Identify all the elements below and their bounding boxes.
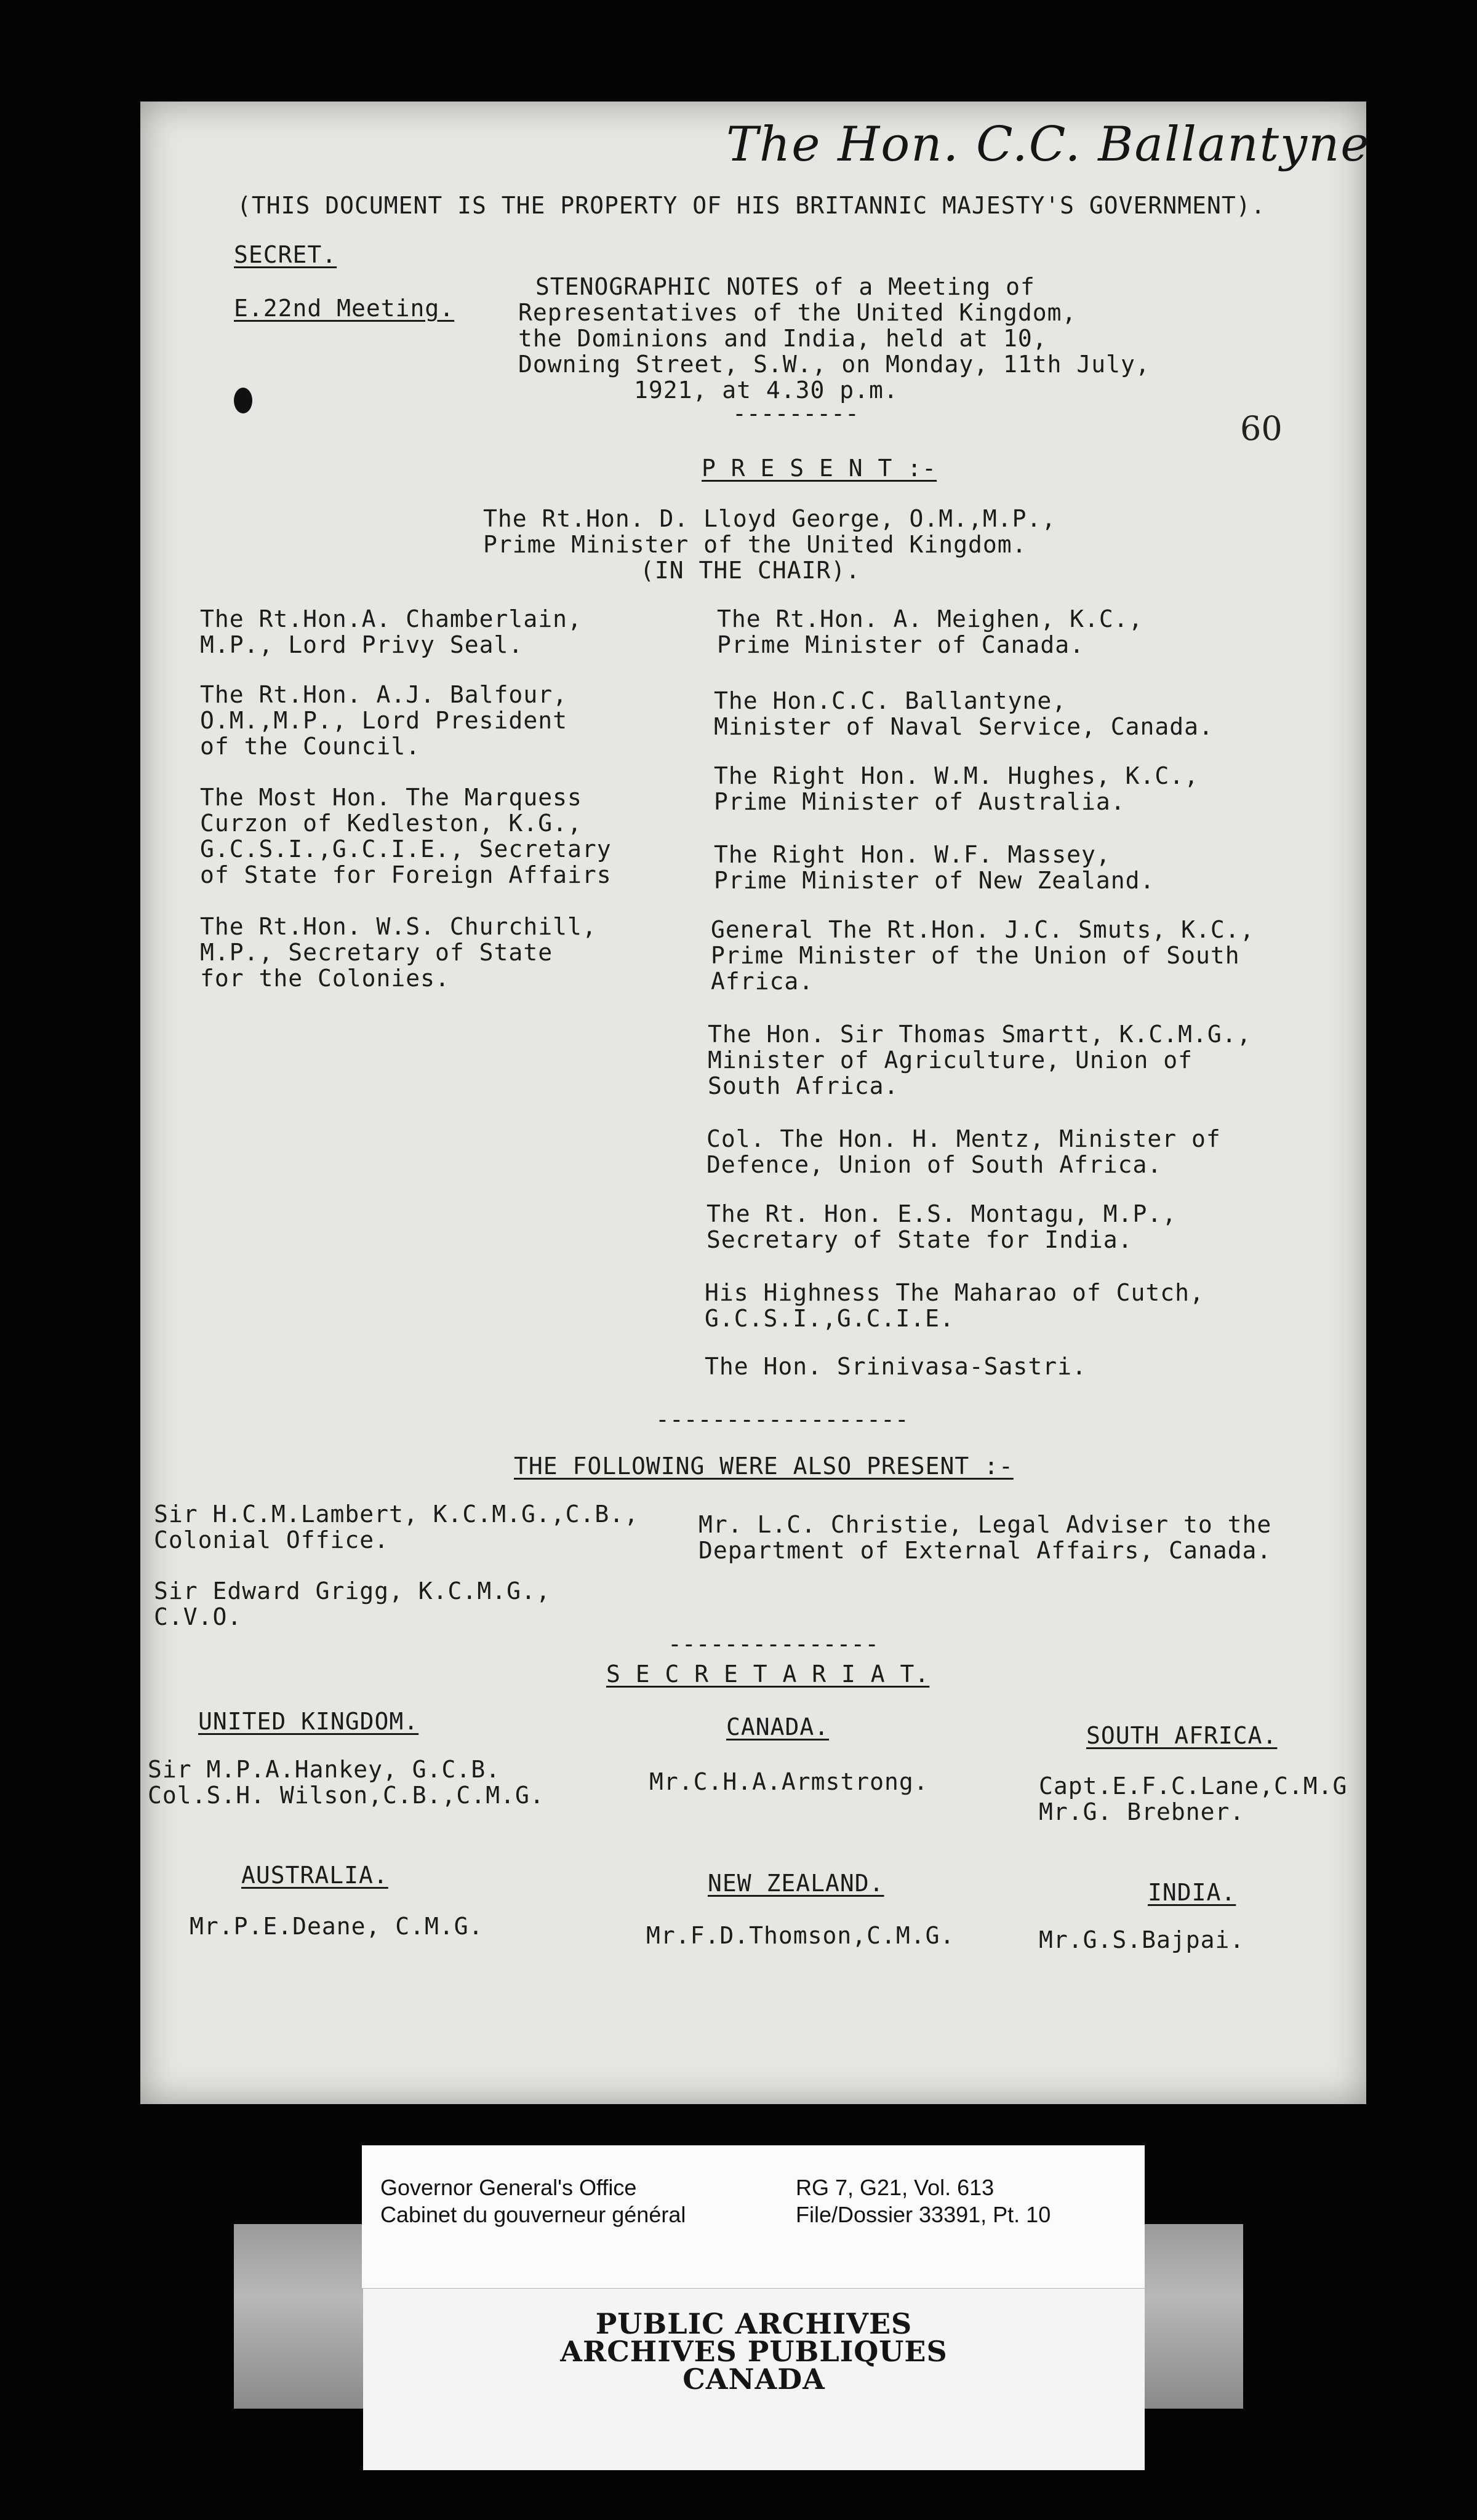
present-right-1b: Prime Minister of Canada.: [717, 631, 1084, 658]
present-right-1a: The Rt.Hon. A. Meighen, K.C.,: [717, 605, 1143, 632]
present-left-3c: G.C.S.I.,G.C.I.E., Secretary: [200, 835, 612, 863]
present-heading: P R E S E N T :-: [702, 455, 937, 482]
archive-stamp-line-3: CANADA: [682, 2362, 825, 2396]
title-line-1: STENOGRAPHIC NOTES of a Meeting of: [535, 273, 1035, 300]
south-africa-name-1: Capt.E.F.C.Lane,C.M.G: [1039, 1772, 1348, 1800]
uk-name-1: Sir M.P.A.Hankey, G.C.B.: [148, 1756, 501, 1783]
present-right-5a: General The Rt.Hon. J.C. Smuts, K.C.,: [711, 916, 1255, 943]
present-right-6c: South Africa.: [708, 1072, 899, 1099]
chair-line-1: The Rt.Hon. D. Lloyd George, O.M.,M.P.,: [483, 505, 1057, 532]
present-left-1b: M.P., Lord Privy Seal.: [200, 631, 524, 658]
uk-name-2: Col.S.H. Wilson,C.B.,C.M.G.: [148, 1782, 545, 1809]
present-right-5b: Prime Minister of the Union of South: [711, 942, 1240, 969]
present-right-2b: Minister of Naval Service, Canada.: [714, 713, 1214, 740]
title-line-2: Representatives of the United Kingdom,: [518, 299, 1077, 326]
present-right-4b: Prime Minister of New Zealand.: [714, 867, 1155, 894]
present-right-3b: Prime Minister of Australia.: [714, 788, 1126, 815]
present-left-2c: of the Council.: [200, 733, 421, 760]
present-right-3a: The Right Hon. W.M. Hughes, K.C.,: [714, 762, 1199, 789]
present-right-4a: The Right Hon. W.F. Massey,: [714, 841, 1111, 868]
canada-label: CANADA.: [726, 1713, 830, 1740]
present-left-4c: for the Colonies.: [200, 965, 450, 992]
also-left-1b: Colonial Office.: [154, 1526, 390, 1553]
page-number: 60: [1240, 409, 1283, 448]
also-right-1b: Department of External Affairs, Canada.: [698, 1537, 1272, 1564]
also-left-2a: Sir Edward Grigg, K.C.M.G.,: [154, 1577, 551, 1605]
title-line-4: Downing Street, S.W., on Monday, 11th July,: [518, 351, 1150, 378]
present-right-7b: Defence, Union of South Africa.: [706, 1151, 1163, 1178]
property-notice: (THIS DOCUMENT IS THE PROPERTY OF HIS BRITANNIC MAJESTY'S GOVERNMENT).: [237, 192, 1266, 219]
present-left-3d: of State for Foreign Affairs: [200, 861, 612, 888]
present-right-8b: Secretary of State for India.: [706, 1226, 1133, 1253]
present-left-3b: Curzon of Kedleston, K.G.,: [200, 810, 582, 837]
handwritten-annotation: The Hon. C.C. Ballantyne: [726, 117, 1371, 172]
section-divider-1: ------------------: [655, 1406, 909, 1433]
india-name-1: Mr.G.S.Bajpai.: [1039, 1926, 1245, 1953]
present-left-3a: The Most Hon. The Marquess: [200, 784, 582, 811]
present-right-6a: The Hon. Sir Thomas Smartt, K.C.M.G.,: [708, 1021, 1252, 1048]
new-zealand-name-1: Mr.F.D.Thomson,C.M.G.: [646, 1922, 955, 1949]
chair-line-2: Prime Minister of the United Kingdom.: [483, 531, 1027, 558]
title-line-5: 1921, at 4.30 p.m.: [634, 377, 899, 404]
archive-stamp-line-1: PUBLIC ARCHIVES: [595, 2307, 913, 2340]
present-right-10a: The Hon. Srinivasa-Sastri.: [705, 1353, 1087, 1380]
new-zealand-label: NEW ZEALAND.: [708, 1870, 884, 1897]
title-line-3: the Dominions and India, held at 10,: [518, 325, 1047, 352]
present-right-7a: Col. The Hon. H. Mentz, Minister of: [706, 1125, 1221, 1152]
south-africa-name-2: Mr.G. Brebner.: [1039, 1798, 1245, 1825]
present-right-9b: G.C.S.I.,G.C.I.E.: [705, 1305, 955, 1332]
punch-hole: [234, 388, 252, 413]
uk-label: UNITED KINGDOM.: [198, 1708, 419, 1735]
meeting-reference: E.22nd Meeting.: [234, 295, 455, 322]
also-left-2b: C.V.O.: [154, 1603, 242, 1630]
south-africa-label: SOUTH AFRICA.: [1086, 1722, 1278, 1749]
archive-file: File/Dossier 33391, Pt. 10: [796, 2202, 1051, 2227]
also-present-heading: THE FOLLOWING WERE ALSO PRESENT :-: [514, 1453, 1014, 1480]
archive-stamp: [363, 2289, 1145, 2470]
australia-label: AUSTRALIA.: [241, 1862, 388, 1889]
present-left-4b: M.P., Secretary of State: [200, 939, 553, 966]
archive-office-en: Governor General's Office: [380, 2175, 637, 2200]
classification-label: SECRET.: [234, 241, 337, 268]
chair-line-3: (IN THE CHAIR).: [640, 557, 861, 584]
present-right-9a: His Highness The Maharao of Cutch,: [705, 1279, 1204, 1306]
present-left-2b: O.M.,M.P., Lord President: [200, 707, 567, 734]
archive-office-fr: Cabinet du gouverneur général: [380, 2202, 686, 2227]
present-right-6b: Minister of Agriculture, Union of: [708, 1047, 1193, 1074]
present-left-2a: The Rt.Hon. A.J. Balfour,: [200, 681, 567, 708]
present-left-1a: The Rt.Hon.A. Chamberlain,: [200, 605, 582, 632]
title-divider: ---------: [732, 400, 859, 427]
australia-name-1: Mr.P.E.Deane, C.M.G.: [190, 1913, 484, 1940]
secretariat-heading: S E C R E T A R I A T.: [606, 1661, 930, 1688]
india-label: INDIA.: [1148, 1879, 1236, 1906]
also-right-1a: Mr. L.C. Christie, Legal Adviser to the: [698, 1511, 1272, 1538]
archive-stamp-line-2: ARCHIVES PUBLIQUES: [560, 2335, 948, 2368]
archive-ref: RG 7, G21, Vol. 613: [796, 2175, 995, 2200]
canada-name-1: Mr.C.H.A.Armstrong.: [649, 1768, 929, 1795]
present-right-5c: Africa.: [711, 968, 814, 995]
archive-reference-label: [362, 2145, 1145, 2288]
section-divider-2: ---------------: [668, 1630, 879, 1657]
present-right-8a: The Rt. Hon. E.S. Montagu, M.P.,: [706, 1200, 1177, 1227]
also-left-1a: Sir H.C.M.Lambert, K.C.M.G.,C.B.,: [154, 1501, 639, 1528]
present-right-2a: The Hon.C.C. Ballantyne,: [714, 687, 1067, 714]
present-left-4a: The Rt.Hon. W.S. Churchill,: [200, 913, 597, 940]
